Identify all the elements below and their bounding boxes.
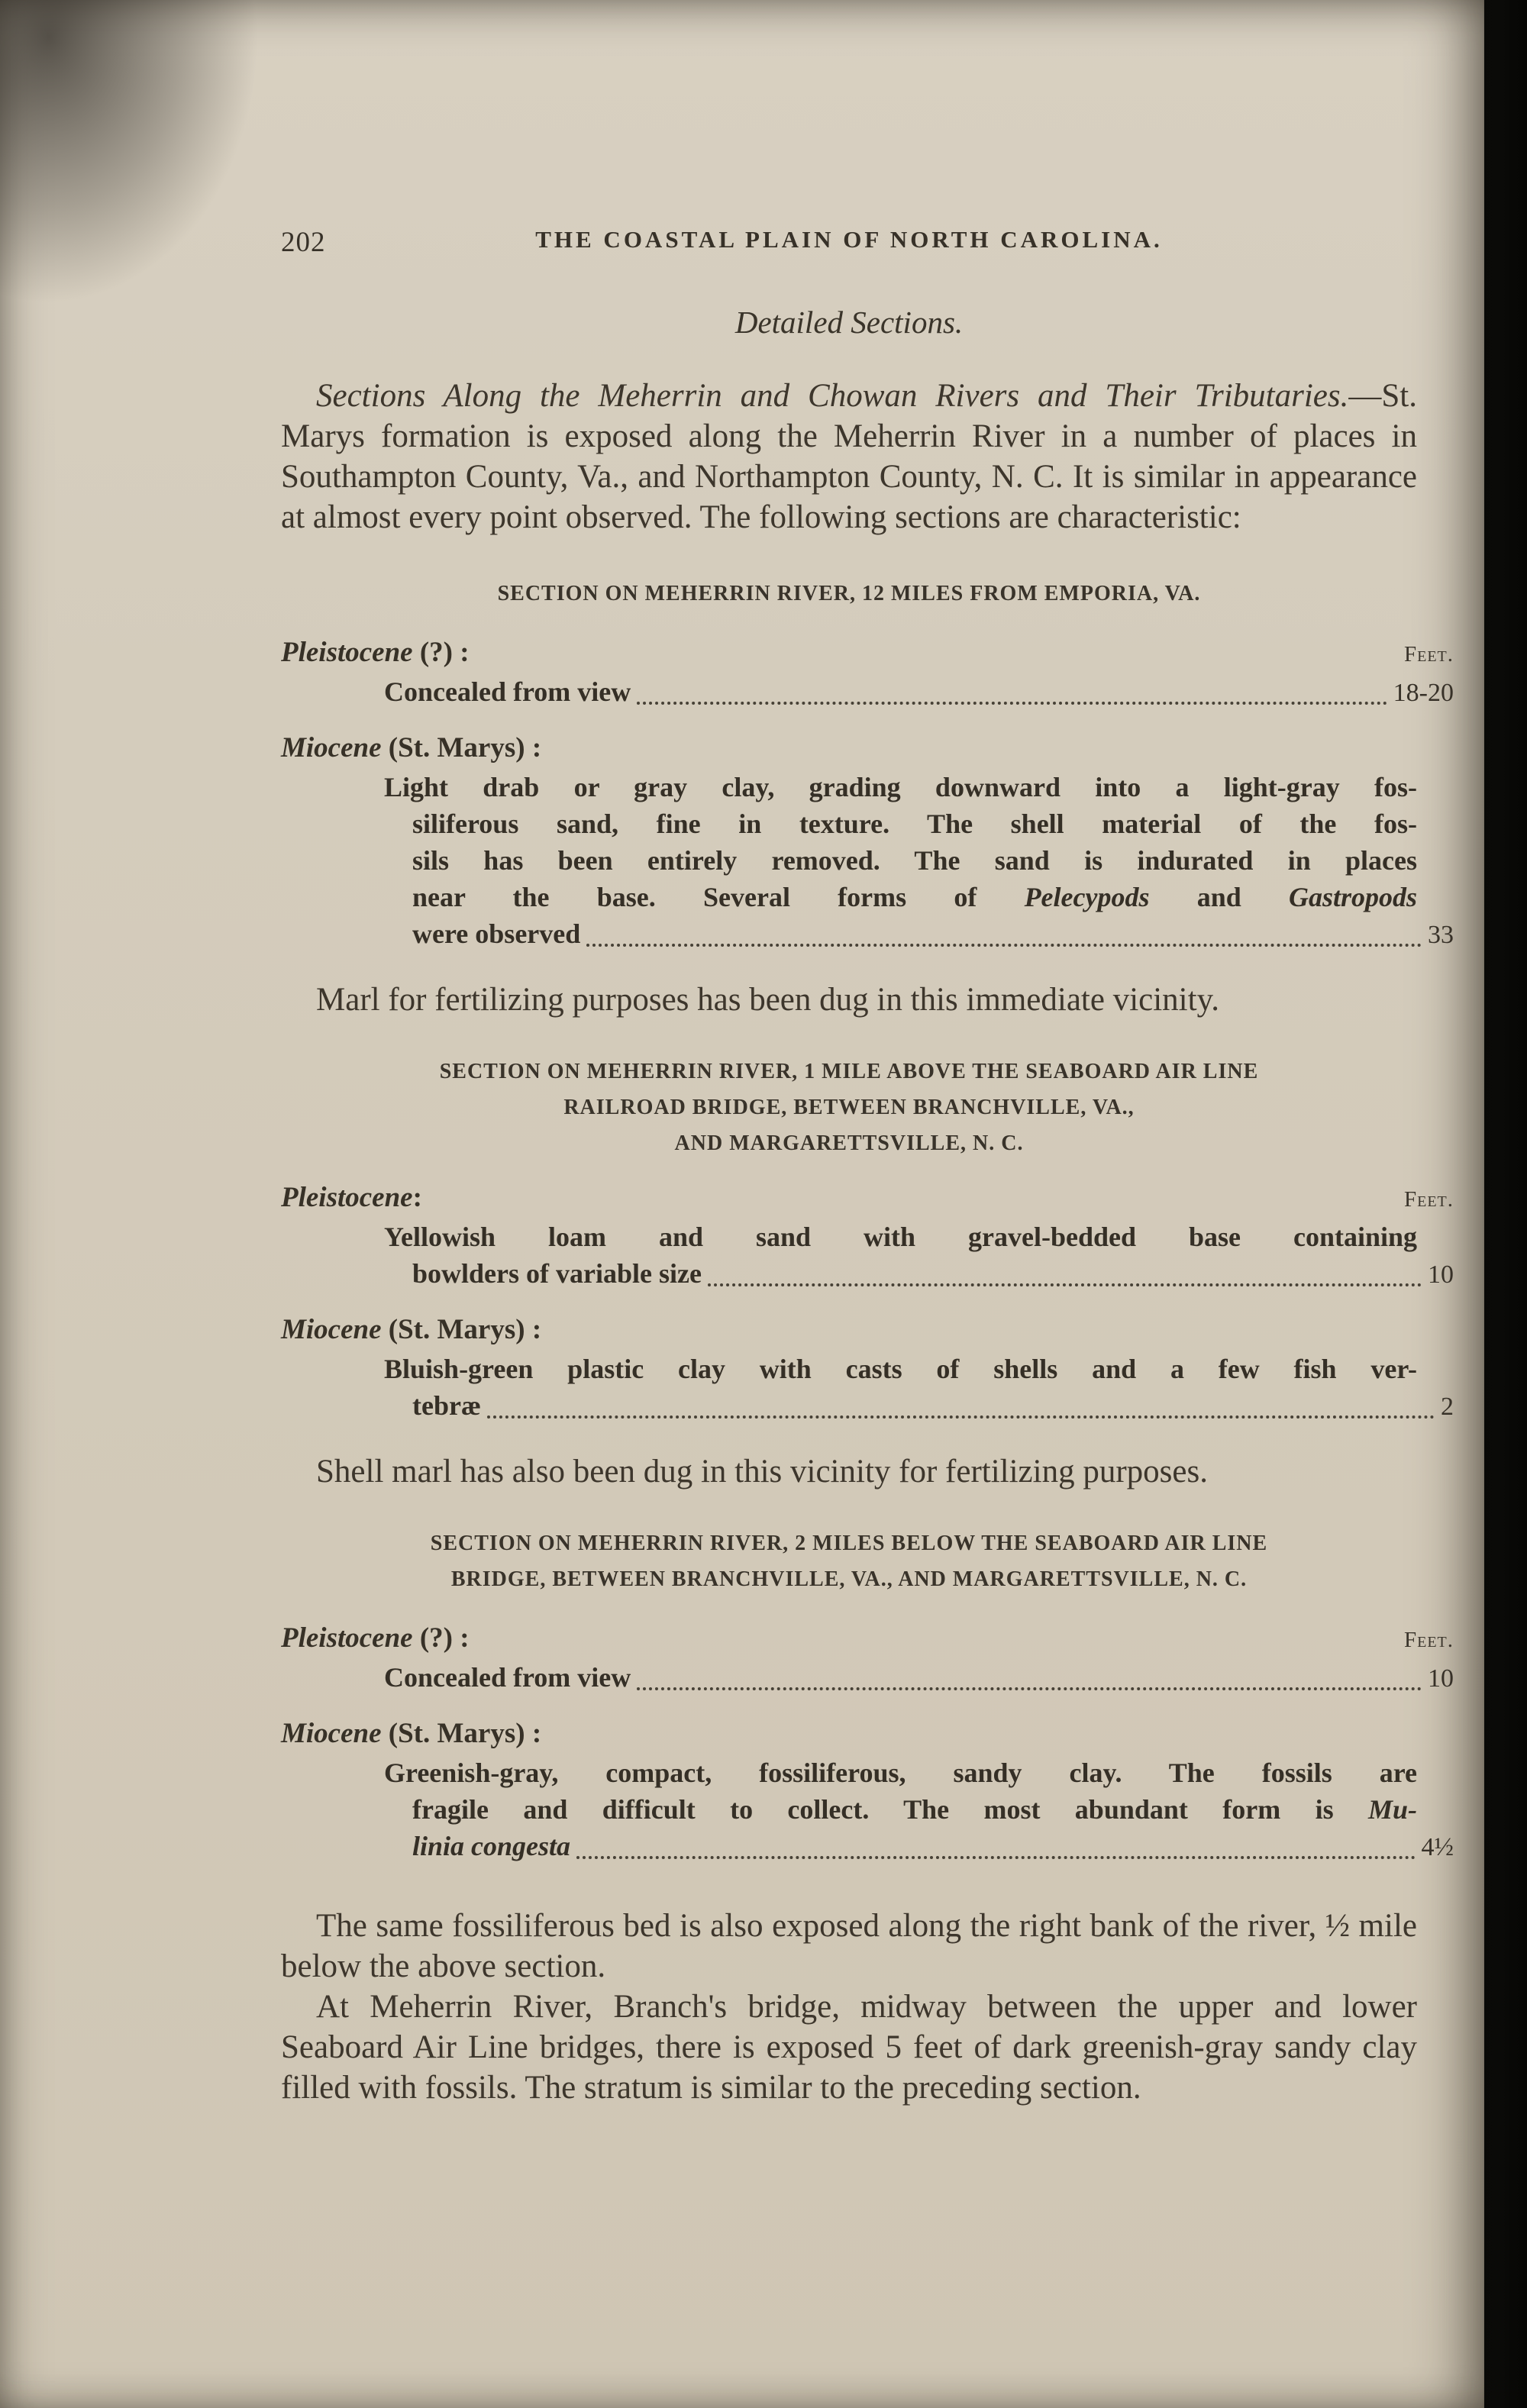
- stratum-label: [281, 1622, 470, 1654]
- entry-text: tebræ: [412, 1390, 481, 1421]
- note-paragraph: Marl for fertilizing purposes has been dug in this immediate vicinity.: [316, 982, 1220, 1018]
- feet-value: 2: [1441, 1393, 1454, 1421]
- entry-line: [281, 673, 1454, 712]
- stratum-label: [281, 1181, 422, 1214]
- stratum-label-row-pleistocene-3: [281, 1622, 1454, 1654]
- entry-line: Light drab or gray clay, grading downward into a light-gray fos-: [384, 772, 1417, 802]
- stratum-name: Miocene: [281, 1314, 382, 1345]
- stratum-label: [281, 636, 470, 669]
- feet-value: 18-20: [1393, 679, 1454, 707]
- closing-paragraph-1: The same fossiliferous bed is also exposed along the right bank of the river, ½ mile below the above section.: [281, 1908, 1417, 1984]
- stratum-label-row-pleistocene-2: [281, 1181, 1454, 1214]
- stratum-name: Miocene: [281, 1718, 382, 1749]
- stratum-label: [281, 1717, 541, 1750]
- entry-line: [281, 1659, 1454, 1697]
- entry-text: bowlders of variable size: [412, 1258, 702, 1289]
- taxon-name: Gastropods: [1288, 882, 1417, 912]
- stratum-label-rest: (?) :: [412, 1622, 470, 1654]
- measured-section-3-heading: [281, 1525, 1417, 1597]
- entry-text: Concealed from view: [384, 1662, 631, 1693]
- section-2-pleistocene-entry: [281, 1219, 1454, 1293]
- heading-line: SECTION ON MEHERRIN RIVER, 2 MILES BELOW THE SEABOARD AIR LINE: [430, 1532, 1268, 1555]
- running-head: [281, 226, 1417, 261]
- stratum-label: [281, 731, 541, 764]
- stratum-name: Miocene: [281, 732, 382, 763]
- stratum-label-row-miocene-1: [281, 731, 1417, 764]
- dotted-leader: [637, 1687, 1422, 1690]
- feet-column-label: Feet.: [1403, 1187, 1454, 1212]
- note-paragraph: Shell marl has also been dug in this vicinity for fertilizing purposes.: [316, 1454, 1208, 1490]
- entry-line: [281, 1387, 1454, 1425]
- intro-rest: —St. Marys formation is exposed along the Meherrin River in a number of places in Southampton County, Va., and Northampton County, N. C. It is similar in appearance at almost every point observed. The following sections are characteristic:: [281, 378, 1417, 535]
- intro-lead-italic: Sections Along the Meherrin and Chowan Rivers and Their Tributaries.: [316, 378, 1349, 414]
- entry-line: [281, 915, 1454, 954]
- dotted-leader: [637, 702, 1387, 705]
- measured-section-1-heading: [281, 576, 1417, 612]
- intro-paragraph: [281, 376, 1417, 537]
- heading-line: SECTION ON MEHERRIN RIVER, 12 MILES FROM EMPORIA, VA.: [497, 582, 1201, 605]
- stratum-label-row-pleistocene-1: [281, 636, 1454, 669]
- entry-line: [281, 1255, 1454, 1293]
- stratum-label: [281, 1313, 541, 1346]
- feet-value: 4½: [1421, 1833, 1454, 1861]
- section-1-miocene-entry: [281, 769, 1454, 954]
- running-title: THE COASTAL PLAIN OF NORTH CAROLINA.: [535, 226, 1163, 253]
- section-3-miocene-entry: [281, 1754, 1454, 1866]
- dotted-leader: [586, 944, 1422, 947]
- entry-line: [281, 879, 1417, 915]
- dotted-leader: [487, 1415, 1435, 1419]
- feet-column-label: Feet.: [1403, 642, 1454, 667]
- stratum-label-rest: :: [412, 1182, 422, 1213]
- entry-text: and: [1149, 882, 1289, 912]
- entry-line: sils has been entirely removed. The sand is indurated in places: [412, 845, 1417, 876]
- taxon-name: Pelecypods: [1024, 882, 1150, 912]
- section-3-pleistocene-entry: [281, 1659, 1454, 1697]
- feet-value: 10: [1428, 1260, 1454, 1289]
- stratum-name: Pleistocene: [281, 637, 413, 668]
- stratum-name: Pleistocene: [281, 1622, 413, 1654]
- entry-text: near the base. Several forms of: [412, 882, 1025, 912]
- stratum-label-row-miocene-3: [281, 1717, 1417, 1750]
- heading-line: AND MARGARETTSVILLE, N. C.: [674, 1131, 1024, 1155]
- entry-line: siliferous sand, fine in texture. The shell material of the fos-: [412, 809, 1417, 839]
- heading-line: BRIDGE, BETWEEN BRANCHVILLE, VA., AND MARGARETTSVILLE, N. C.: [450, 1567, 1248, 1591]
- heading-line: RAILROAD BRIDGE, BETWEEN BRANCHVILLE, VA.,: [563, 1096, 1135, 1119]
- scan-black-edge: [1483, 0, 1527, 2408]
- entry-text: fragile and difficult to collect. The most abundant form is: [412, 1794, 1368, 1825]
- stratum-name: Pleistocene: [281, 1182, 413, 1213]
- section-2-miocene-entry: [281, 1351, 1454, 1425]
- dotted-leader: [708, 1283, 1422, 1286]
- stratum-label-rest: (St. Marys) :: [381, 1718, 542, 1749]
- dotted-leader: [576, 1856, 1415, 1859]
- entry-line: [281, 1828, 1454, 1866]
- taxon-name: linia congesta: [412, 1831, 571, 1861]
- feet-value: 33: [1428, 921, 1454, 949]
- section-1-pleistocene-entry: [281, 673, 1454, 712]
- entry-text: Concealed from view: [384, 676, 631, 707]
- entry-line: Yellowish loam and sand with gravel-bedded base containing: [384, 1222, 1417, 1252]
- page-title: Detailed Sections.: [734, 305, 964, 340]
- page-number: 202: [281, 227, 326, 258]
- feet-column-label: Feet.: [1403, 1628, 1454, 1652]
- closing-paragraph-2: At Meherrin River, Branch's bridge, midway between the upper and lower Seaboard Air Line bridges, there is exposed 5 feet of dark greenish-gray sandy clay filled with fossils. The stratum is similar to the preceding section.: [281, 1989, 1417, 2106]
- stratum-label-rest: (?) :: [412, 637, 470, 668]
- entry-line: Greenish-gray, compact, fossiliferous, sandy clay. The fossils are: [384, 1758, 1417, 1788]
- entry-text: were observed: [412, 918, 581, 949]
- stratum-label-row-miocene-2: [281, 1313, 1417, 1346]
- stratum-label-rest: (St. Marys) :: [381, 732, 542, 763]
- entry-line: Bluish-green plastic clay with casts of shells and a few fish ver-: [384, 1354, 1417, 1384]
- taxon-name: Mu-: [1367, 1794, 1417, 1825]
- measured-section-2-heading: [281, 1054, 1417, 1161]
- heading-line: SECTION ON MEHERRIN RIVER, 1 MILE ABOVE THE SEABOARD AIR LINE: [439, 1060, 1259, 1083]
- entry-line: [281, 1791, 1417, 1828]
- stratum-label-rest: (St. Marys) :: [381, 1314, 542, 1345]
- feet-value: 10: [1428, 1664, 1454, 1693]
